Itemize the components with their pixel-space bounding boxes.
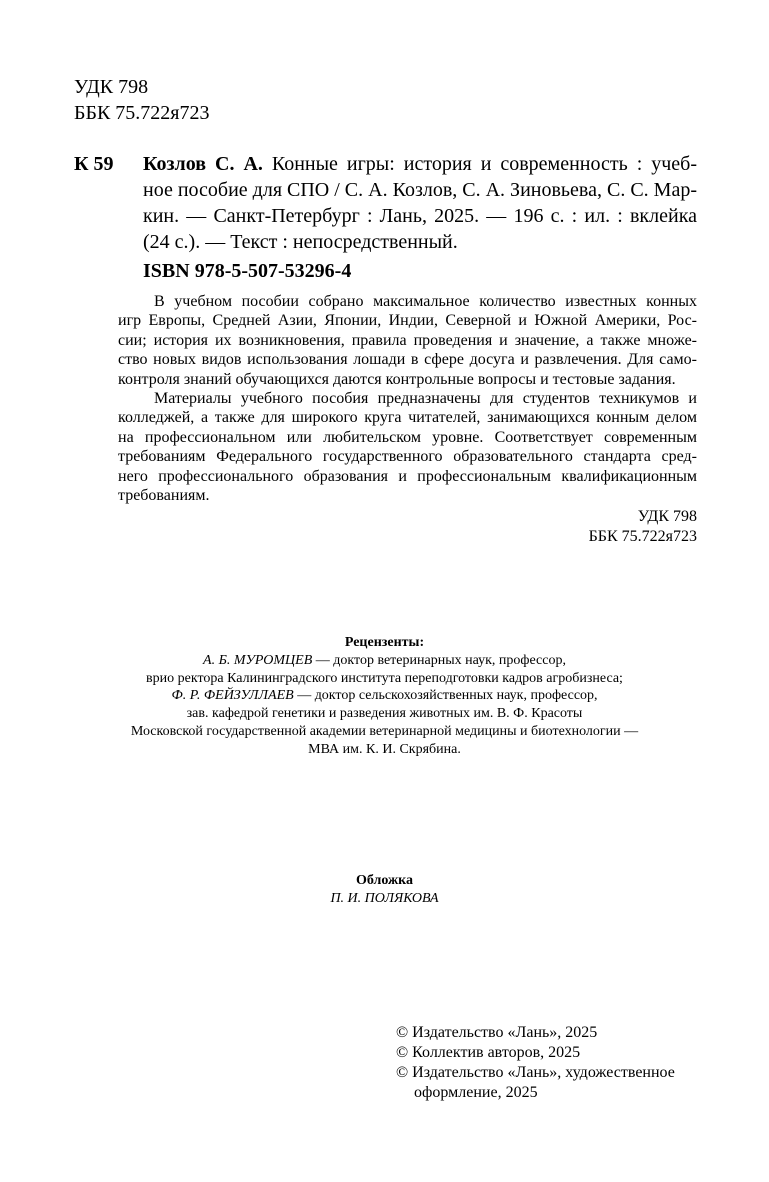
abstract-line: требованиям Федерального государственного образовательного стандарта сред- bbox=[118, 448, 697, 466]
reviewer-2-degree: — доктор сельскохозяйственных наук, профессор, bbox=[293, 688, 598, 704]
reviewers-heading: Рецензенты: bbox=[344, 635, 425, 650]
copyright-line: © Издательство «Лань», 2025 bbox=[396, 1024, 598, 1041]
biblio-line: ное пособие для СПО / С. А. Козлов, С. А. Зиновьева, С. С. Мар- bbox=[143, 179, 697, 201]
udk-code: УДК 798 bbox=[637, 508, 697, 525]
abstract-line: контроля знаний обучающихся даются контрольные вопросы и тестовые задания. bbox=[118, 370, 676, 388]
bibliographic-entry bbox=[143, 151, 697, 255]
udk-code: УДК 798 bbox=[74, 76, 149, 98]
reviewer-2-position: зав. кафедрой генетики и разведения животных им. В. Ф. Красоты bbox=[186, 706, 583, 722]
author-sign: К 59 bbox=[74, 153, 114, 175]
reviewer-2-institution: Московской государственной академии ветеринарной медицины и биотехнологии — bbox=[130, 723, 639, 739]
biblio-line: кин. — Санкт-Петербург : Лань, 2025. — 196 с. : ил. : вклейка bbox=[143, 205, 697, 227]
abstract-line: на профессиональном или любительском уровне. Соответствует современным bbox=[118, 428, 697, 446]
author-name: Козлов С. А. bbox=[143, 153, 263, 175]
abstract-line: В учебном пособии собрано максимальное количество известных конных bbox=[154, 293, 697, 310]
abstract-line: требованиям. bbox=[118, 487, 210, 505]
abstract-line: колледжей, а также для широкого круга читателей, занимающихся конным делом bbox=[118, 409, 697, 427]
reviewer-1-name: А. Б. МУРОМЦЕВ bbox=[203, 652, 313, 668]
cover-designer: П. И. ПОЛЯКОВА bbox=[330, 891, 439, 906]
abstract-line: него профессионального образования и профессиональным квалификационным bbox=[118, 467, 697, 485]
reviewer-2-institution-short: МВА им. К. И. Скрябина. bbox=[308, 741, 461, 757]
biblio-line: (24 с.). — Текст : непосредственный. bbox=[143, 231, 458, 253]
reviewer-1 bbox=[0, 652, 769, 670]
cover-heading: Обложка bbox=[355, 873, 414, 888]
copyright-line: © Издательство «Лань», художественное bbox=[396, 1064, 675, 1081]
classification-codes-bottom bbox=[589, 507, 697, 547]
copyright-line: © Коллектив авторов, 2025 bbox=[396, 1044, 581, 1061]
biblio-line bbox=[143, 151, 697, 177]
isbn: ISBN 978-5-507-53296-4 bbox=[143, 260, 352, 282]
abstract-line: сии; история их возникновения, правила проведения и значение, а также множе- bbox=[118, 331, 697, 349]
abstract-line: ство новых видов использования лошади в сфере досуга и развлечения. Для само- bbox=[118, 351, 697, 369]
bbk-code: ББК 75.722я723 bbox=[588, 528, 697, 545]
copyright-block bbox=[396, 1023, 675, 1103]
abstract-line: Материалы учебного пособия предназначены для студентов техникумов и bbox=[154, 390, 697, 408]
classification-codes-top bbox=[74, 74, 210, 126]
reviewer-1-degree: — доктор ветеринарных наук, профессор, bbox=[312, 652, 566, 668]
reviewer-2-name: Ф. Р. ФЕЙЗУЛЛАЕВ bbox=[171, 688, 294, 704]
copyright-line: оформление, 2025 bbox=[414, 1084, 538, 1101]
cover-credit bbox=[0, 872, 769, 908]
abstract bbox=[118, 292, 697, 505]
reviewers-block bbox=[0, 634, 769, 759]
title-start: Конные игры: история и современность : учеб- bbox=[262, 153, 697, 175]
abstract-line: игр Европы, Средней Азии, Японии, Индии, Северной и Южной Америки, Рос- bbox=[118, 312, 697, 330]
bbk-code: ББК 75.722я723 bbox=[74, 102, 210, 124]
reviewer-1-position: врио ректора Калининградского института переподготовки кадров агробизнеса; bbox=[146, 670, 623, 686]
reviewer-2 bbox=[0, 687, 769, 705]
